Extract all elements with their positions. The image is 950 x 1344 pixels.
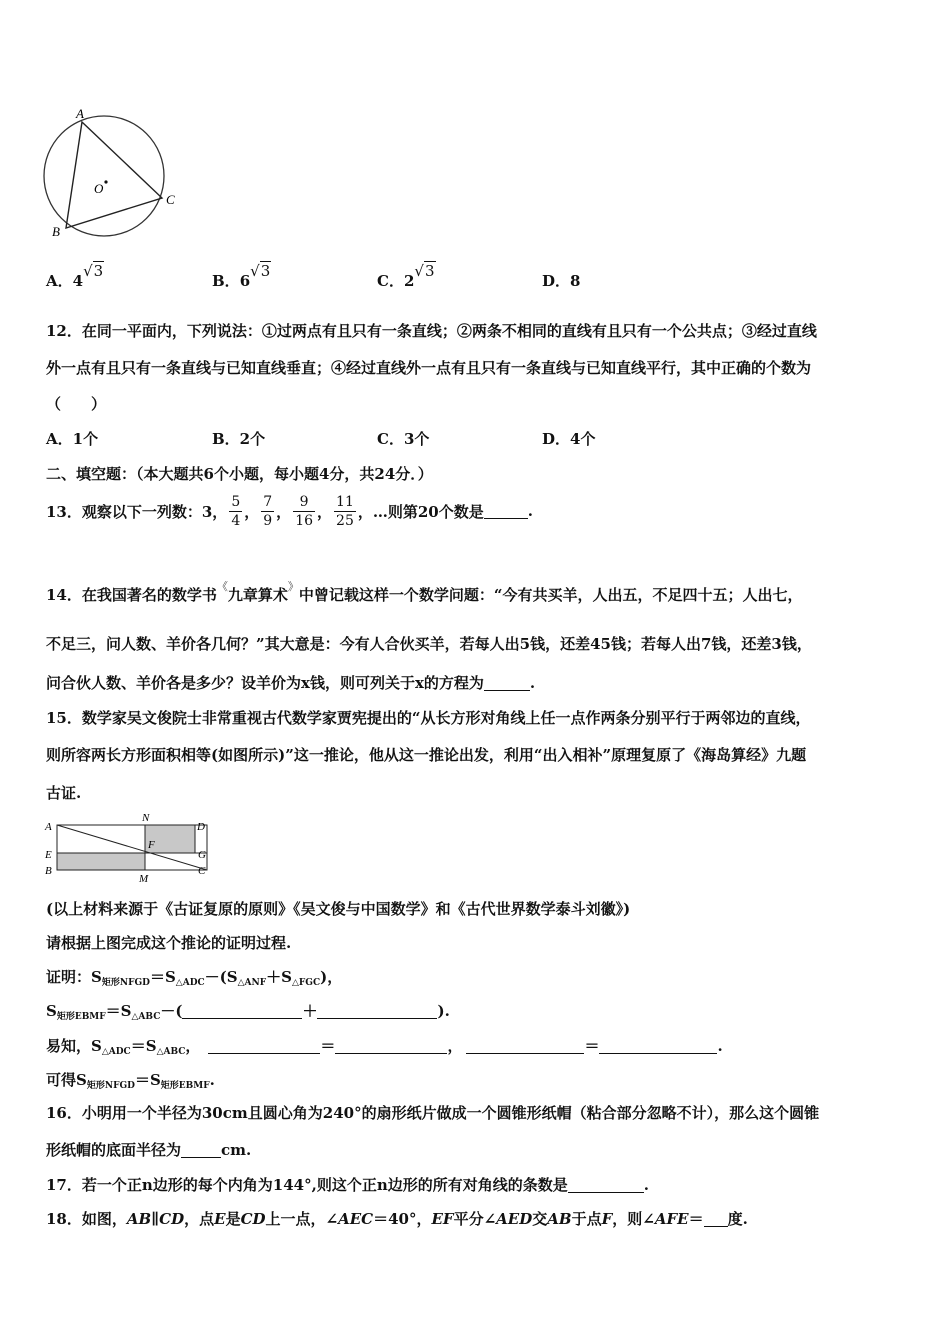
label-F: F — [148, 839, 155, 851]
answer-blank[interactable] — [704, 1212, 728, 1227]
answer-blank[interactable] — [181, 1143, 221, 1158]
q11-option-b: B．6√3 — [212, 262, 271, 290]
q15-line3: 古证. — [46, 784, 82, 802]
answer-blank[interactable] — [599, 1039, 717, 1054]
fraction-1: $\frac{5}{4}$ — [231, 493, 241, 529]
label-G: G — [198, 849, 206, 861]
label-M: M — [139, 873, 149, 884]
q13: 13．观察以下一列数：3， $\frac{5}{4}$ ， $\frac{7}{9}$ ， $\frac{9}{16}$ ， $\frac{11}{25}$ ，…则第20个数是 . — [46, 493, 533, 529]
label-N: N — [142, 812, 150, 824]
q12-option-b: B．2个 — [212, 430, 266, 448]
q15-proof-line3: 易知，$S_{\triangle ADC}=S_{\triangle ABC}$， ＝ ， ＝ . — [46, 1037, 723, 1057]
q16-line1: 16．小明用一个半径为30cm且圆心角为240°的扇形纸片做成一个圆锥形纸帽（粘合部分忽略不计），那么这个圆锥 — [46, 1104, 820, 1122]
answer-blank[interactable] — [466, 1039, 584, 1054]
q18: 18．如图，AB∥CD，点E是CD上一点，∠AEC＝40°，EF平分∠AED交AB于点F，则∠AFE＝ 度. — [46, 1210, 748, 1228]
q15-proof-line4: 可得$S_{矩形NFGD}=S_{矩形EBMF}$. — [46, 1071, 215, 1091]
q14-line3: 问合伙人数、羊价各是多少？设羊价为x钱，则可列关于x的方程为 . — [46, 674, 536, 692]
q11-option-d: D．8 — [542, 272, 581, 290]
answer-blank[interactable] — [484, 504, 528, 519]
q12-line1: 12．在同一平面内，下列说法：①过两点有且只有一条直线；②两条不相同的直线有且只有一个公共点；③经过直线 — [46, 322, 817, 340]
q15-source: (以上材料来源于《古证复原的原则》《吴文俊与中国数学》和《古代世界数学泰斗刘徽》) — [46, 900, 631, 918]
q12-option-a: A．1个 — [46, 430, 99, 448]
q15-line1: 15．数学家吴文俊院士非常重视古代数学家贾宪提出的“从长方形对角线上任一点作两条分别平行于两邻边的直线， — [46, 709, 811, 727]
label-A: A — [45, 821, 52, 833]
q12-line2: 外一点有且只有一条直线与已知直线垂直；④经过直线外一点有且只有一条直线与已知直线平行，其中正确的个数为 — [46, 359, 812, 377]
q12-option-c: C．3个 — [377, 430, 430, 448]
q12-option-d: D．4个 — [542, 430, 596, 448]
q11-option-a: A．4√3 — [46, 262, 104, 290]
label-O: O — [94, 181, 104, 196]
q14-line1: 14．在我国著名的数学书《九章算术》中曾记载这样一个数学问题：“今有共买羊，人出五，不足四十五；人出七， — [46, 580, 803, 604]
q16-line2: 形纸帽的底面半径为 cm. — [46, 1141, 252, 1159]
section-heading: 二、填空题：（本大题共6个小题，每小题4分，共24分．） — [46, 465, 433, 483]
circle-triangle-figure — [40, 104, 190, 240]
q15-proof-line2: $S_{矩形EBMF}=S_{\triangle ABC}-$( ＋ ). — [46, 1002, 450, 1022]
q17: 17．若一个正n边形的每个内角为144°,则这个正n边形的所有对角线的条数是 . — [46, 1176, 649, 1194]
fraction-2: $\frac{7}{9}$ — [263, 493, 273, 529]
rectangle-figure — [42, 810, 217, 884]
label-B: B — [45, 865, 52, 877]
q15-line2: 则所容两长方形面积相等(如图所示)”这一推论，他从这一推论出发，利用“出入相补”原理复原了《海岛算经》九题 — [46, 746, 807, 764]
label-D: D — [197, 821, 205, 833]
q12-line3: （ ） — [46, 395, 107, 413]
q15-instruction: 请根据上图完成这个推论的证明过程. — [46, 934, 292, 952]
answer-blank[interactable] — [335, 1039, 447, 1054]
label-E: E — [45, 849, 52, 861]
answer-blank[interactable] — [484, 676, 530, 691]
label-A: A — [76, 106, 84, 121]
q14-line2: 不足三，问人数、羊价各几何？”其大意是：今有人合伙买羊，若每人出5钱，还差45钱；若每人出7钱，还差3钱， — [46, 635, 812, 653]
q11-option-c: C．2√3 — [377, 262, 435, 290]
label-C: C — [166, 192, 175, 207]
label-B: B — [52, 224, 60, 239]
q15-proof-line1: 证明：$S_{矩形NFGD}=S_{\triangle ADC}-(S_{\triangle ANF}+S_{\triangle FGC})$， — [46, 968, 343, 988]
fraction-4: $\frac{11}{25}$ — [336, 493, 354, 529]
answer-blank[interactable] — [208, 1039, 320, 1054]
answer-blank[interactable] — [568, 1178, 644, 1193]
answer-blank[interactable] — [182, 1004, 302, 1019]
label-C: C — [198, 865, 206, 877]
answer-blank[interactable] — [317, 1004, 437, 1019]
fraction-3: $\frac{9}{16}$ — [295, 493, 314, 529]
